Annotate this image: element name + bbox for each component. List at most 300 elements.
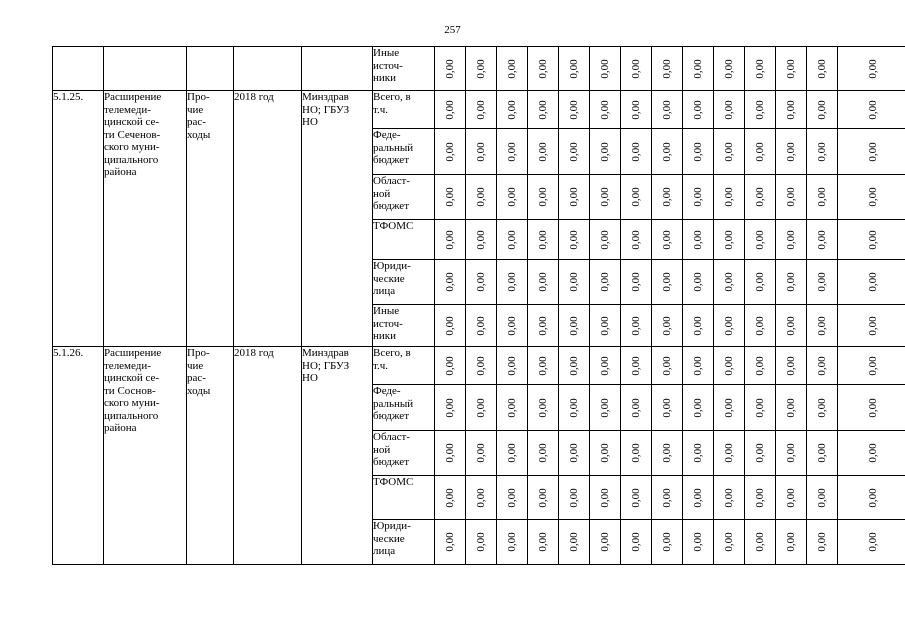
amount-value: 0,00 xyxy=(505,315,518,336)
amount-cell xyxy=(652,91,683,129)
amount-value: 0,00 xyxy=(722,229,735,250)
amount-value: 0,00 xyxy=(866,532,879,552)
amount-value: 0,00 xyxy=(753,272,766,292)
amount-cell xyxy=(652,476,683,520)
amount-cell xyxy=(807,260,838,305)
amount-value: 0,00 xyxy=(722,315,735,336)
amount-cell xyxy=(745,47,776,91)
amount-value: 0,00 xyxy=(443,58,456,79)
amount-cell xyxy=(466,175,497,220)
amount-cell xyxy=(807,47,838,91)
funding-source: Иные источ- ники xyxy=(373,305,435,347)
amount-value: 0,00 xyxy=(815,532,828,552)
amount-value: 0,00 xyxy=(722,397,735,418)
amount-cell xyxy=(714,520,745,565)
amount-value: 0,00 xyxy=(474,532,487,552)
amount-cell xyxy=(807,129,838,175)
amount-cell xyxy=(714,476,745,520)
amount-cell xyxy=(590,431,621,476)
amount-value: 0,00 xyxy=(722,187,735,207)
amount-value: 0,00 xyxy=(753,397,766,418)
amount-value: 0,00 xyxy=(567,443,580,463)
amount-value: 0,00 xyxy=(598,229,611,250)
amount-value: 0,00 xyxy=(505,229,518,250)
amount-value: 0,00 xyxy=(753,315,766,336)
amount-cell xyxy=(559,175,590,220)
amount-value: 0,00 xyxy=(505,58,518,79)
amount-cell xyxy=(621,476,652,520)
amount-cell xyxy=(497,520,528,565)
item-name: Расширение телемеди- цинской се- ти Сеченов- ского муни- ципального района xyxy=(104,91,187,347)
amount-value: 0,00 xyxy=(598,487,611,508)
amount-cell xyxy=(497,175,528,220)
amount-value: 0,00 xyxy=(536,58,549,79)
amount-value: 0,00 xyxy=(753,229,766,250)
amount-value: 0,00 xyxy=(722,99,735,120)
amount-cell xyxy=(745,91,776,129)
amount-value: 0,00 xyxy=(536,229,549,250)
amount-value: 0,00 xyxy=(784,272,797,292)
amount-cell xyxy=(497,129,528,175)
amount-cell xyxy=(528,91,559,129)
amount-value: 0,00 xyxy=(505,99,518,120)
amount-cell xyxy=(497,385,528,431)
amount-cell xyxy=(559,220,590,260)
amount-cell xyxy=(807,220,838,260)
amount-value: 0,00 xyxy=(660,99,673,120)
amount-cell xyxy=(776,91,807,129)
amount-value: 0,00 xyxy=(866,141,879,162)
amount-cell xyxy=(621,220,652,260)
item-number: 5.1.26. xyxy=(53,347,104,565)
amount-value: 0,00 xyxy=(505,487,518,508)
amount-cell xyxy=(714,91,745,129)
amount-value: 0,00 xyxy=(815,355,828,376)
amount-value: 0,00 xyxy=(753,443,766,463)
amount-value: 0,00 xyxy=(722,58,735,79)
amount-value: 0,00 xyxy=(784,532,797,552)
amount-cell xyxy=(497,305,528,347)
amount-value: 0,00 xyxy=(505,355,518,376)
amount-cell xyxy=(590,129,621,175)
amount-value: 0,00 xyxy=(815,141,828,162)
amount-value: 0,00 xyxy=(691,99,704,120)
amount-value: 0,00 xyxy=(691,187,704,207)
amount-cell xyxy=(621,175,652,220)
amount-value: 0,00 xyxy=(443,397,456,418)
amount-cell xyxy=(466,431,497,476)
funding-source: Всего, в т.ч. xyxy=(373,347,435,385)
amount-value: 0,00 xyxy=(629,487,642,508)
amount-value: 0,00 xyxy=(866,487,879,508)
amount-cell xyxy=(621,431,652,476)
funding-source: Юриди- ческие лица xyxy=(373,520,435,565)
table-row xyxy=(53,347,905,385)
amount-value: 0,00 xyxy=(443,141,456,162)
amount-cell xyxy=(652,220,683,260)
amount-value: 0,00 xyxy=(629,397,642,418)
amount-value: 0,00 xyxy=(815,229,828,250)
amount-value: 0,00 xyxy=(722,272,735,292)
amount-cell xyxy=(776,47,807,91)
amount-value: 0,00 xyxy=(753,355,766,376)
amount-value: 0,00 xyxy=(536,141,549,162)
amount-value: 0,00 xyxy=(536,272,549,292)
amount-cell xyxy=(807,385,838,431)
funding-source: Феде- ральный бюджет xyxy=(373,385,435,431)
amount-cell xyxy=(497,431,528,476)
expense-type xyxy=(187,47,234,91)
item-period: 2018 год xyxy=(234,347,302,565)
item-number: 5.1.25. xyxy=(53,91,104,347)
amount-cell xyxy=(559,431,590,476)
amount-value: 0,00 xyxy=(784,487,797,508)
amount-cell xyxy=(497,347,528,385)
amount-cell xyxy=(435,347,466,385)
amount-value: 0,00 xyxy=(784,99,797,120)
amount-cell xyxy=(466,476,497,520)
amount-cell xyxy=(714,260,745,305)
amount-value: 0,00 xyxy=(866,315,879,336)
amount-value: 0,00 xyxy=(629,58,642,79)
amount-value: 0,00 xyxy=(629,187,642,207)
amount-value: 0,00 xyxy=(536,487,549,508)
amount-cell xyxy=(745,220,776,260)
amount-cell xyxy=(435,175,466,220)
page-number: 257 xyxy=(444,24,461,36)
amount-value: 0,00 xyxy=(753,141,766,162)
amount-value: 0,00 xyxy=(598,397,611,418)
amount-cell xyxy=(590,520,621,565)
amount-cell xyxy=(652,260,683,305)
funding-source: Иные источ- ники xyxy=(373,47,435,91)
amount-cell xyxy=(714,175,745,220)
amount-cell xyxy=(528,431,559,476)
funding-source: Всего, в т.ч. xyxy=(373,91,435,129)
amount-value: 0,00 xyxy=(691,397,704,418)
amount-cell xyxy=(466,47,497,91)
amount-value: 0,00 xyxy=(660,187,673,207)
amount-cell xyxy=(435,47,466,91)
amount-cell xyxy=(683,260,714,305)
amount-cell xyxy=(838,305,905,347)
item-executor: Минздрав НО; ГБУЗ НО xyxy=(302,91,373,347)
table-row xyxy=(53,91,905,129)
amount-cell xyxy=(683,520,714,565)
amount-value: 0,00 xyxy=(691,315,704,336)
amount-cell xyxy=(466,385,497,431)
amount-value: 0,00 xyxy=(866,272,879,292)
amount-cell xyxy=(745,260,776,305)
amount-cell xyxy=(528,129,559,175)
expense-type: Про- чие рас- ходы xyxy=(187,91,234,347)
amount-cell xyxy=(776,347,807,385)
amount-value: 0,00 xyxy=(815,397,828,418)
program-table xyxy=(52,46,905,565)
amount-value: 0,00 xyxy=(598,58,611,79)
amount-value: 0,00 xyxy=(815,315,828,336)
amount-cell xyxy=(745,520,776,565)
amount-value: 0,00 xyxy=(443,443,456,463)
item-period xyxy=(234,47,302,91)
amount-value: 0,00 xyxy=(567,355,580,376)
amount-cell xyxy=(714,431,745,476)
amount-value: 0,00 xyxy=(567,99,580,120)
amount-cell xyxy=(776,175,807,220)
amount-cell xyxy=(435,220,466,260)
amount-value: 0,00 xyxy=(660,229,673,250)
amount-cell xyxy=(621,47,652,91)
amount-value: 0,00 xyxy=(443,99,456,120)
amount-cell xyxy=(838,129,905,175)
amount-value: 0,00 xyxy=(474,99,487,120)
amount-value: 0,00 xyxy=(866,229,879,250)
amount-value: 0,00 xyxy=(784,443,797,463)
amount-cell xyxy=(559,47,590,91)
amount-cell xyxy=(776,220,807,260)
amount-value: 0,00 xyxy=(443,532,456,552)
amount-cell xyxy=(838,91,905,129)
amount-value: 0,00 xyxy=(536,532,549,552)
amount-value: 0,00 xyxy=(567,187,580,207)
amount-cell xyxy=(590,47,621,91)
amount-cell xyxy=(621,520,652,565)
amount-cell xyxy=(776,476,807,520)
amount-value: 0,00 xyxy=(815,487,828,508)
amount-value: 0,00 xyxy=(474,141,487,162)
amount-cell xyxy=(652,347,683,385)
amount-value: 0,00 xyxy=(443,272,456,292)
amount-value: 0,00 xyxy=(660,355,673,376)
amount-value: 0,00 xyxy=(536,315,549,336)
amount-value: 0,00 xyxy=(598,443,611,463)
table-row xyxy=(53,47,905,91)
amount-cell xyxy=(590,175,621,220)
amount-cell xyxy=(683,476,714,520)
amount-cell xyxy=(838,431,905,476)
amount-value: 0,00 xyxy=(474,315,487,336)
amount-cell xyxy=(807,175,838,220)
amount-value: 0,00 xyxy=(629,315,642,336)
amount-value: 0,00 xyxy=(505,443,518,463)
amount-cell xyxy=(497,220,528,260)
amount-value: 0,00 xyxy=(474,58,487,79)
amount-cell xyxy=(745,476,776,520)
amount-value: 0,00 xyxy=(691,58,704,79)
amount-value: 0,00 xyxy=(691,141,704,162)
amount-cell xyxy=(528,305,559,347)
amount-cell xyxy=(714,220,745,260)
amount-value: 0,00 xyxy=(691,532,704,552)
amount-value: 0,00 xyxy=(660,443,673,463)
amount-cell xyxy=(621,305,652,347)
amount-cell xyxy=(528,47,559,91)
amount-value: 0,00 xyxy=(866,58,879,79)
amount-value: 0,00 xyxy=(505,532,518,552)
amount-value: 0,00 xyxy=(443,355,456,376)
amount-cell xyxy=(621,385,652,431)
amount-cell xyxy=(745,129,776,175)
amount-value: 0,00 xyxy=(443,229,456,250)
amount-value: 0,00 xyxy=(691,272,704,292)
amount-value: 0,00 xyxy=(753,487,766,508)
amount-value: 0,00 xyxy=(474,355,487,376)
amount-cell xyxy=(652,305,683,347)
expense-type: Про- чие рас- ходы xyxy=(187,347,234,565)
amount-cell xyxy=(590,305,621,347)
amount-cell xyxy=(838,47,905,91)
amount-cell xyxy=(776,431,807,476)
amount-cell xyxy=(652,175,683,220)
amount-value: 0,00 xyxy=(784,58,797,79)
funding-source: ТФОМС xyxy=(373,476,435,520)
amount-cell xyxy=(807,431,838,476)
item-period: 2018 год xyxy=(234,91,302,347)
amount-value: 0,00 xyxy=(722,443,735,463)
amount-value: 0,00 xyxy=(505,141,518,162)
amount-cell xyxy=(838,520,905,565)
amount-cell xyxy=(838,476,905,520)
amount-value: 0,00 xyxy=(629,229,642,250)
amount-cell xyxy=(528,175,559,220)
amount-cell xyxy=(714,305,745,347)
amount-cell xyxy=(714,385,745,431)
amount-cell xyxy=(776,305,807,347)
amount-cell xyxy=(776,260,807,305)
amount-value: 0,00 xyxy=(567,272,580,292)
amount-cell xyxy=(559,347,590,385)
amount-value: 0,00 xyxy=(567,397,580,418)
amount-cell xyxy=(435,91,466,129)
amount-value: 0,00 xyxy=(474,272,487,292)
amount-value: 0,00 xyxy=(660,397,673,418)
amount-cell xyxy=(528,476,559,520)
amount-cell xyxy=(745,431,776,476)
amount-cell xyxy=(652,47,683,91)
item-name: Расширение телемеди- цинской се- ти Соснов- ского муни- ципального района xyxy=(104,347,187,565)
amount-value: 0,00 xyxy=(866,355,879,376)
amount-value: 0,00 xyxy=(691,229,704,250)
amount-cell xyxy=(435,305,466,347)
amount-value: 0,00 xyxy=(598,99,611,120)
amount-value: 0,00 xyxy=(691,487,704,508)
amount-cell xyxy=(466,305,497,347)
amount-value: 0,00 xyxy=(598,141,611,162)
item-executor: Минздрав НО; ГБУЗ НО xyxy=(302,347,373,565)
amount-cell xyxy=(497,476,528,520)
amount-value: 0,00 xyxy=(815,272,828,292)
amount-value: 0,00 xyxy=(784,355,797,376)
amount-value: 0,00 xyxy=(474,397,487,418)
amount-value: 0,00 xyxy=(567,229,580,250)
amount-cell xyxy=(621,347,652,385)
amount-value: 0,00 xyxy=(567,532,580,552)
amount-value: 0,00 xyxy=(866,99,879,120)
amount-cell xyxy=(528,520,559,565)
amount-value: 0,00 xyxy=(815,443,828,463)
amount-cell xyxy=(652,431,683,476)
amount-cell xyxy=(838,175,905,220)
amount-cell xyxy=(466,220,497,260)
amount-cell xyxy=(528,260,559,305)
amount-value: 0,00 xyxy=(598,355,611,376)
amount-value: 0,00 xyxy=(660,532,673,552)
amount-value: 0,00 xyxy=(784,229,797,250)
amount-cell xyxy=(497,91,528,129)
amount-cell xyxy=(714,47,745,91)
amount-value: 0,00 xyxy=(474,487,487,508)
amount-cell xyxy=(435,260,466,305)
amount-cell xyxy=(590,476,621,520)
amount-cell xyxy=(776,385,807,431)
funding-source: Феде- ральный бюджет xyxy=(373,129,435,175)
amount-value: 0,00 xyxy=(629,272,642,292)
amount-cell xyxy=(807,305,838,347)
amount-cell xyxy=(714,347,745,385)
amount-cell xyxy=(435,476,466,520)
amount-value: 0,00 xyxy=(598,315,611,336)
amount-cell xyxy=(745,175,776,220)
amount-value: 0,00 xyxy=(505,272,518,292)
amount-cell xyxy=(559,91,590,129)
amount-cell xyxy=(590,91,621,129)
amount-value: 0,00 xyxy=(598,532,611,552)
amount-cell xyxy=(590,347,621,385)
amount-value: 0,00 xyxy=(474,443,487,463)
amount-value: 0,00 xyxy=(753,187,766,207)
amount-value: 0,00 xyxy=(815,58,828,79)
amount-cell xyxy=(683,129,714,175)
amount-value: 0,00 xyxy=(567,141,580,162)
amount-value: 0,00 xyxy=(443,315,456,336)
amount-value: 0,00 xyxy=(660,272,673,292)
amount-cell xyxy=(466,129,497,175)
amount-cell xyxy=(559,385,590,431)
amount-cell xyxy=(528,347,559,385)
amount-value: 0,00 xyxy=(866,187,879,207)
amount-value: 0,00 xyxy=(629,532,642,552)
amount-cell xyxy=(652,129,683,175)
amount-cell xyxy=(497,260,528,305)
amount-cell xyxy=(807,91,838,129)
amount-cell xyxy=(683,47,714,91)
amount-value: 0,00 xyxy=(722,532,735,552)
amount-value: 0,00 xyxy=(629,99,642,120)
amount-cell xyxy=(745,347,776,385)
amount-value: 0,00 xyxy=(691,443,704,463)
amount-cell xyxy=(435,129,466,175)
amount-cell xyxy=(466,91,497,129)
amount-cell xyxy=(838,220,905,260)
amount-value: 0,00 xyxy=(567,58,580,79)
amount-value: 0,00 xyxy=(598,187,611,207)
amount-value: 0,00 xyxy=(660,487,673,508)
amount-value: 0,00 xyxy=(629,141,642,162)
amount-cell xyxy=(559,129,590,175)
amount-cell xyxy=(559,476,590,520)
amount-cell xyxy=(528,385,559,431)
amount-cell xyxy=(435,520,466,565)
amount-value: 0,00 xyxy=(660,315,673,336)
amount-value: 0,00 xyxy=(536,187,549,207)
amount-cell xyxy=(590,220,621,260)
amount-cell xyxy=(621,129,652,175)
amount-cell xyxy=(466,520,497,565)
amount-cell xyxy=(776,520,807,565)
item-number xyxy=(53,47,104,91)
amount-cell xyxy=(466,347,497,385)
amount-value: 0,00 xyxy=(629,443,642,463)
